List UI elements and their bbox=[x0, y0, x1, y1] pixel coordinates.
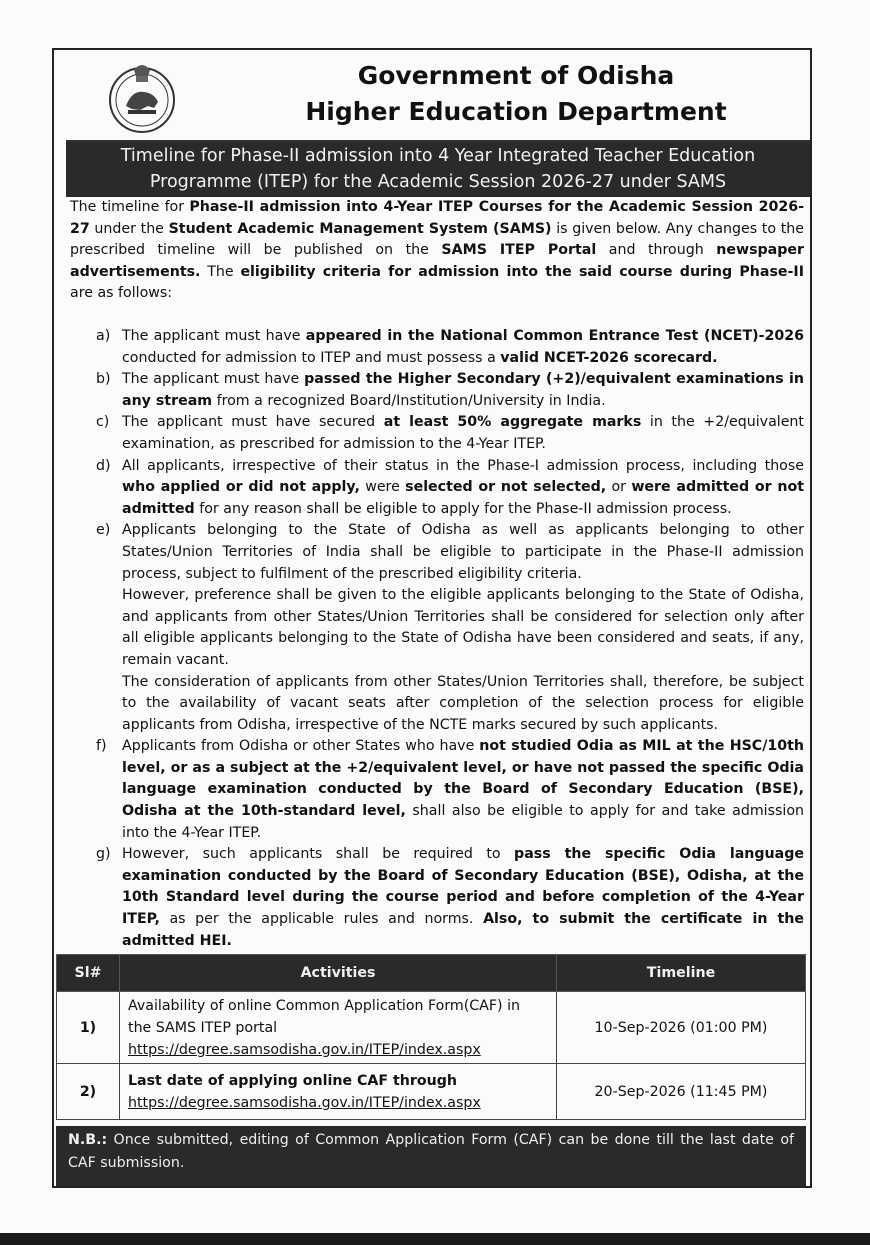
criterion-text: The applicant must have bbox=[122, 371, 305, 388]
intro-bold: eligibility criteria for admission into the said course during Phase-II bbox=[240, 263, 804, 280]
caf-portal-link[interactable]: https://degree.samsodisha.gov.in/ITEP/index.aspx bbox=[128, 1094, 481, 1111]
government-title: Government of Odisha bbox=[357, 61, 675, 90]
intro-bold: newspaper advertisements. bbox=[70, 242, 805, 280]
document-header bbox=[66, 52, 810, 142]
intro-text: and through bbox=[596, 242, 717, 259]
banner-line-1: Timeline for Phase-II admission into 4 Year Integrated Teacher Education bbox=[120, 146, 756, 166]
intro-text: under the bbox=[89, 220, 169, 237]
list-marker: d) bbox=[96, 457, 111, 474]
criterion-text: Applicants from Odisha or other States who have bbox=[122, 738, 480, 755]
intro-text: The timeline for bbox=[70, 199, 190, 215]
criterion-text: The applicant must have secured bbox=[122, 414, 384, 431]
criterion-a bbox=[82, 326, 804, 369]
intro-bold: SAMS ITEP Portal bbox=[441, 242, 597, 259]
criterion-bold: selected or not selected, bbox=[405, 479, 607, 496]
criterion-paragraph: The consideration of applicants from other States/Union Territories shall, therefore, be subject to the availability of vacant seats after completion of the selection process for eligible applicants from Odisha, irrespective of the NCTE marks secured by such applicants. bbox=[122, 673, 804, 733]
intro-bold: Student Academic Management System (SAMS) bbox=[168, 220, 552, 237]
activity-text: Last date of applying online CAF through bbox=[128, 1072, 458, 1089]
activity-text: the SAMS ITEP portal bbox=[128, 1019, 278, 1036]
header-activities: Activities bbox=[120, 955, 557, 992]
criterion-f bbox=[82, 736, 804, 844]
list-marker: g) bbox=[96, 846, 111, 863]
intro-text: The bbox=[200, 263, 241, 280]
criterion-bold: were admitted or not admitted bbox=[122, 479, 805, 517]
criterion-bold: Also, to submit the certificate in the admitted HEI. bbox=[122, 911, 804, 949]
list-marker: a) bbox=[96, 328, 111, 344]
criterion-c bbox=[82, 412, 804, 455]
criterion-text: for any reason shall be eligible to apply for the Phase-II admission process. bbox=[194, 500, 732, 517]
intro-bold: Phase-II admission into 4-Year ITEP Courses for the Academic Session 2026-27 bbox=[70, 199, 804, 237]
intro-text: is given below. Any changes to the prescribed timeline will be published on the bbox=[70, 220, 804, 259]
eligibility-criteria-list bbox=[82, 326, 804, 952]
list-marker: f) bbox=[96, 738, 107, 755]
table-row bbox=[57, 1064, 806, 1120]
criterion-text: However, such applicants shall be required to bbox=[122, 846, 515, 863]
header-sl: Sl# bbox=[57, 955, 120, 992]
caf-portal-link[interactable]: https://degree.samsodisha.gov.in/ITEP/index.aspx bbox=[128, 1041, 481, 1058]
criterion-bold: appeared in the National Common Entrance Test (NCET)-2026 bbox=[305, 328, 804, 344]
bottom-edge bbox=[0, 1233, 870, 1245]
criterion-text: from a recognized Board/Institution/University in India. bbox=[212, 392, 606, 409]
criterion-text: The applicant must have bbox=[122, 328, 306, 344]
note-text: Once submitted, editing of Common Application Form (CAF) can be done till the last date of CAF submission. bbox=[68, 1132, 794, 1171]
criterion-text: or bbox=[606, 479, 632, 496]
criterion-text: conducted for admission to ITEP and must possess a bbox=[122, 349, 501, 366]
criterion-bold: at least 50% aggregate marks bbox=[383, 414, 642, 431]
criterion-g bbox=[82, 844, 804, 952]
list-marker: c) bbox=[96, 414, 110, 431]
table-header-row bbox=[57, 955, 806, 992]
criterion-bold: valid NCET-2026 scorecard. bbox=[500, 349, 718, 366]
criterion-e bbox=[82, 520, 804, 736]
criterion-text: in the +2/equivalent examination, as prescribed for admission to the 4-Year ITEP. bbox=[122, 414, 804, 452]
criterion-text: as per the applicable rules and norms. bbox=[159, 911, 484, 928]
intro-paragraph bbox=[70, 197, 804, 305]
row-timeline: 10-Sep-2026 (01:00 PM) bbox=[557, 992, 806, 1064]
row-serial: 2) bbox=[57, 1064, 120, 1120]
banner-line-2: Programme (ITEP) for the Academic Session 2026-27 under SAMS bbox=[149, 172, 727, 192]
criterion-text: All applicants, irrespective of their status in the Phase-I admission process, including those bbox=[122, 457, 804, 474]
activity-text: Availability of online Common Application Form(CAF) in bbox=[128, 997, 521, 1014]
criterion-text: were bbox=[359, 479, 406, 496]
criterion-bold: who applied or did not apply, bbox=[122, 479, 360, 496]
criterion-d bbox=[82, 456, 804, 521]
row-serial: 1) bbox=[57, 992, 120, 1064]
timeline-banner bbox=[66, 142, 810, 197]
criterion-b bbox=[82, 369, 804, 412]
row-activity bbox=[120, 1064, 557, 1120]
department-name: Higher Education Department bbox=[305, 97, 727, 126]
row-activity bbox=[120, 992, 557, 1064]
row-timeline: 20-Sep-2026 (11:45 PM) bbox=[557, 1064, 806, 1120]
note-box bbox=[56, 1126, 806, 1186]
note-label: N.B.: bbox=[68, 1132, 108, 1148]
criterion-bold: not studied Odia as MIL at the HSC/10th level, or as a subject at the +2/equivalent level, or have not passed the specific Odia language examination conducted by the Board of Secondary Education (BSE), Odisha at the 10th-standard level, bbox=[122, 738, 805, 820]
criterion-bold: pass the specific Odia language examination conducted by the Board of Secondary Education (BSE), Odisha, at the 10th Standard level during the course period and before completion of the 4-Year ITEP, bbox=[122, 846, 804, 928]
odisha-emblem-icon bbox=[98, 56, 186, 134]
list-marker: b) bbox=[96, 371, 111, 388]
header-timeline: Timeline bbox=[557, 955, 806, 992]
criterion-paragraph: However, preference shall be given to the eligible applicants belonging to the State of Odisha, and applicants from other States/Union Territories shall be considered for selection only after all eligible applicants belonging to the State of Odisha have been considered and seats, if any, remain vacant. bbox=[122, 587, 804, 668]
timeline-table bbox=[56, 954, 806, 1120]
table-row bbox=[57, 992, 806, 1064]
criterion-text: shall also be eligible to apply for and take admission into the 4-Year ITEP. bbox=[122, 803, 804, 841]
department-title bbox=[266, 58, 766, 130]
criterion-bold: passed the Higher Secondary (+2)/equivalent examinations in any stream bbox=[122, 371, 804, 409]
criterion-paragraph: Applicants belonging to the State of Odisha as well as applicants belonging to other States/Union Territories of India shall be eligible to participate in the Phase-II admission process, subject to fulfilment of the prescribed eligibility criteria. bbox=[122, 522, 804, 582]
list-marker: e) bbox=[96, 522, 111, 539]
intro-text: are as follows: bbox=[70, 285, 173, 302]
